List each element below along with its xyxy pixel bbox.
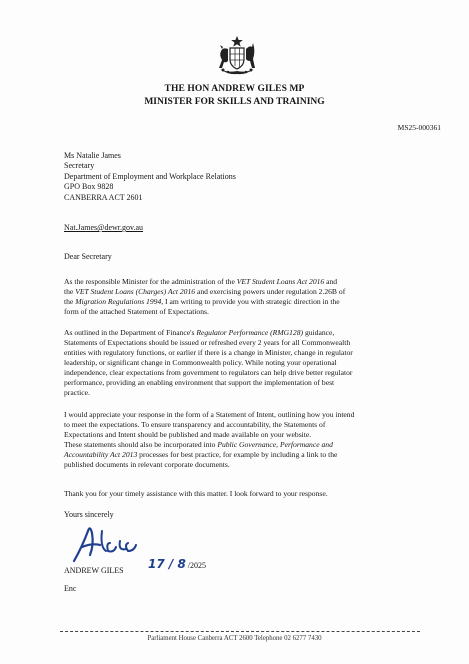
italic-title: Public Governance, Performance and <box>217 440 333 449</box>
recipient-line: Secretary <box>64 161 95 171</box>
signatory-name: ANDREW GILES <box>64 566 124 575</box>
recipient-line: CANBERRA ACT 2601 <box>64 192 143 202</box>
paragraph-line: As outlined in the Department of Finance's Regulator Performance (RMG128) guidance, <box>64 328 335 337</box>
paragraph-line: performance, providing an enabling environment that support the implementation of best <box>64 378 335 387</box>
paragraph-line: These statements should also be incorporated into Public Governance, Performance and <box>64 440 333 449</box>
paragraph-line: independence, clear expectations from government to regulators can help drive better regulator <box>64 368 353 377</box>
recipient-address <box>64 151 236 203</box>
recipient-line: Department of Employment and Workplace Relations <box>64 171 236 181</box>
signature-date <box>148 557 206 571</box>
handwritten-signature-icon <box>70 521 150 565</box>
paragraph-line: Statements of Expectations should be issued or refreshed every 2 years for all Commonwealth <box>64 338 351 347</box>
body-paragraph <box>64 328 414 398</box>
paragraph-line: As the responsible Minister for the administration of the VET Student Loans Act 2016 and <box>64 277 338 286</box>
paragraph-line: published documents in relevant corporate documents. <box>64 460 230 469</box>
paragraph-line: Accountability Act 2013 processes for best practice, for example by including a link to the <box>64 450 338 459</box>
paragraph-line: I would appreciate your response in the form of a Statement of Intent, outlining how you intend <box>64 410 355 419</box>
paragraph-line: to meet the expectations. To ensure transparency and accountability, the Statements of <box>64 420 326 429</box>
date-year: /2025 <box>187 561 207 570</box>
reference-number: MS25-000361 <box>397 123 441 132</box>
paragraph-line: practice. <box>64 388 90 397</box>
italic-title: VET Student Loans Act 2016 <box>236 277 325 286</box>
enclosure-note: Enc <box>64 584 77 593</box>
italic-title: Migration Regulations 1994 <box>75 297 162 306</box>
paragraph-line: leadership, or significant change in Commonwealth policy. While noting your operational <box>64 358 337 367</box>
paragraph-line: Expectations and Intent should be published and made available on your website. <box>64 430 312 439</box>
footer-divider <box>60 631 420 632</box>
italic-title: Regulator Performance (RMG128) <box>196 328 304 337</box>
body-paragraph <box>64 410 414 470</box>
footer-address: Parliament House Canberra ACT 2600 Telephone 02 6277 7430 <box>147 635 322 642</box>
italic-title: VET Student Loans (Charges) Act 2016 <box>75 287 196 296</box>
body-paragraph <box>64 277 414 317</box>
recipient-email-link[interactable]: Nat.James@dewr.gov.au <box>64 223 144 232</box>
paragraph-line: the VET Student Loans (Charges) Act 2016 and exercising powers under regulation 2.26B of <box>64 287 346 296</box>
recipient-line: GPO Box 9828 <box>64 182 114 192</box>
salutation: Dear Secretary <box>64 252 112 261</box>
body-paragraph <box>64 489 414 499</box>
closing: Yours sincerely <box>64 510 114 519</box>
paragraph-line: entities with regulatory functions, or earlier if there is a change in Minister, change in regulator <box>64 348 353 357</box>
paragraph-line: Thank you for your timely assistance with this matter. I look forward to your response. <box>64 489 328 498</box>
paragraph-line: form of the attached Statement of Expectations. <box>64 307 209 316</box>
paragraph-line: the Migration Regulations 1994, I am writing to provide you with strategic direction in the <box>64 297 340 306</box>
minister-name: THE HON ANDREW GILES MP <box>164 84 305 94</box>
minister-title: MINISTER FOR SKILLS AND TRAINING <box>144 97 325 107</box>
recipient-line: Ms Natalie James <box>64 151 121 160</box>
handwritten-date: 17 / 8 <box>148 557 186 571</box>
italic-title: Accountability Act 2013 <box>64 450 138 459</box>
coat-of-arms-icon <box>214 35 260 75</box>
